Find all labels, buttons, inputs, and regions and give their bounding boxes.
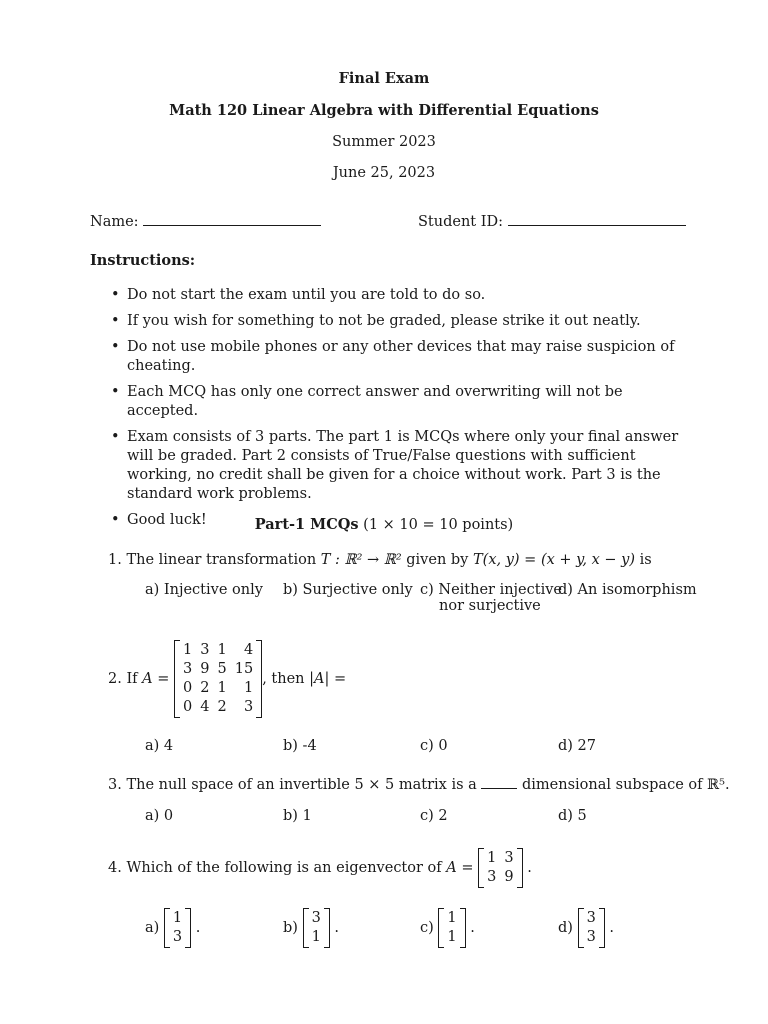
option-c-line1: c) Neither injective bbox=[420, 582, 562, 598]
question-2 bbox=[108, 640, 346, 718]
matrix-a bbox=[174, 640, 262, 718]
exam-term: Summer 2023 bbox=[332, 134, 436, 150]
question-text: The linear transformation bbox=[126, 552, 321, 568]
matrix-a bbox=[478, 848, 522, 888]
matrix-cell: 3 bbox=[487, 869, 497, 885]
matrix-cell: 0 bbox=[183, 680, 193, 696]
option-c-line2: nor surjective bbox=[439, 598, 541, 614]
matrix-cell: 3 bbox=[504, 850, 514, 866]
question-1 bbox=[108, 552, 652, 568]
exam-title: Final Exam bbox=[338, 70, 430, 87]
course-title: Math 120 Linear Algebra with Differential Equations bbox=[169, 102, 599, 119]
question-text: If bbox=[126, 671, 143, 687]
matrix-cell: 2 bbox=[217, 699, 227, 715]
question-math: T : ℝ² → ℝ² bbox=[320, 552, 402, 568]
matrix-cell: 1 bbox=[243, 680, 254, 696]
vector bbox=[164, 908, 191, 948]
matrix-cell: 1 bbox=[487, 850, 497, 866]
part1-title: Part-1 MCQs bbox=[254, 516, 359, 533]
instructions-list bbox=[108, 286, 680, 537]
instruction-item: • If you wish for something to not be graded, please strike it out neatly. bbox=[108, 312, 680, 331]
question-number: 1. bbox=[108, 552, 122, 568]
option-period: . bbox=[195, 920, 201, 936]
question-text: is bbox=[635, 552, 652, 568]
option-d[interactable] bbox=[558, 908, 614, 948]
question-3 bbox=[108, 777, 730, 793]
option-d[interactable]: d) 27 bbox=[558, 738, 596, 754]
option-b[interactable]: b) 1 bbox=[283, 808, 312, 824]
matrix-cell: 5 bbox=[217, 661, 227, 677]
matrix-cell: 4 bbox=[200, 699, 210, 715]
part1-heading bbox=[0, 516, 768, 533]
matrix-cell: 15 bbox=[234, 661, 254, 677]
question-math: ℝ⁵ bbox=[707, 777, 725, 793]
name-blank[interactable] bbox=[143, 225, 321, 226]
question-text: given by bbox=[401, 552, 473, 568]
option-b[interactable]: b) Surjective only bbox=[283, 582, 413, 598]
option-period: . bbox=[609, 920, 615, 936]
question-text: Which of the following is an eigenvector of bbox=[126, 860, 447, 876]
question-math: T(x, y) = (x + y, x − y) bbox=[473, 552, 636, 568]
matrix-cell: 1 bbox=[217, 642, 227, 658]
option-d[interactable]: d) An isomorphism bbox=[558, 582, 697, 598]
matrix-cell: 4 bbox=[243, 642, 254, 658]
vector bbox=[438, 908, 465, 948]
option-a[interactable]: a) Injective only bbox=[145, 582, 263, 598]
part1-points: (1 × 10 = 10 points) bbox=[363, 517, 514, 533]
option-period: . bbox=[334, 920, 340, 936]
question-number: 2. bbox=[108, 671, 122, 687]
vector-cell: 1 bbox=[172, 910, 183, 926]
vector bbox=[578, 908, 605, 948]
matrix-cell: 0 bbox=[183, 699, 193, 715]
option-label: a) bbox=[145, 920, 160, 936]
exam-date: June 25, 2023 bbox=[332, 165, 436, 181]
instructions-heading: Instructions: bbox=[90, 252, 196, 269]
vector bbox=[303, 908, 330, 948]
option-c[interactable] bbox=[420, 908, 475, 948]
vector-cell: 3 bbox=[172, 929, 183, 945]
matrix-cell: 1 bbox=[183, 642, 193, 658]
question-text: . bbox=[724, 777, 730, 793]
question-eq: = bbox=[152, 671, 175, 687]
option-c[interactable]: c) 2 bbox=[420, 808, 448, 824]
question-text: dimensional subspace of bbox=[517, 777, 708, 793]
option-period: . bbox=[470, 920, 475, 936]
instruction-item: • Exam consists of 3 parts. The part 1 is MCQs where only your final answer will be graded. Part 2 consists of True/False questions with sufficient working, no credit shall be given for a choice without work. Part 3 is the standard work problems. bbox=[108, 428, 680, 504]
matrix-cell: 9 bbox=[200, 661, 210, 677]
instruction-item: • Good luck! bbox=[108, 511, 680, 530]
student-id-blank[interactable] bbox=[508, 225, 686, 226]
question-4 bbox=[108, 848, 532, 888]
instruction-item: • Do not use mobile phones or any other devices that may raise suspicion of cheating. bbox=[108, 338, 680, 376]
vector-cell: 3 bbox=[311, 910, 321, 926]
question-number: 3. bbox=[108, 777, 122, 793]
student-id-field bbox=[418, 214, 686, 230]
student-id-label: Student ID: bbox=[418, 214, 503, 230]
matrix-cell: 9 bbox=[504, 869, 514, 885]
matrix-cell: 3 bbox=[243, 699, 254, 715]
matrix-cell: 3 bbox=[200, 642, 210, 658]
matrix-cell: 3 bbox=[183, 661, 193, 677]
option-a[interactable] bbox=[145, 908, 200, 948]
option-label: c) bbox=[420, 920, 434, 936]
vector-cell: 1 bbox=[447, 929, 457, 945]
option-d[interactable]: d) 5 bbox=[558, 808, 587, 824]
question-math: |A| bbox=[309, 671, 330, 687]
option-a[interactable]: a) 4 bbox=[145, 738, 174, 754]
option-b[interactable] bbox=[283, 908, 339, 948]
option-c[interactable] bbox=[420, 582, 562, 614]
question-number: 4. bbox=[108, 860, 122, 876]
question-text: , then bbox=[262, 671, 310, 687]
option-b[interactable]: b) -4 bbox=[283, 738, 317, 754]
instruction-item: • Do not start the exam until you are told to do so. bbox=[108, 286, 680, 305]
question-text: . bbox=[527, 860, 532, 876]
vector-cell: 3 bbox=[586, 910, 596, 926]
option-c[interactable]: c) 0 bbox=[420, 738, 448, 754]
option-label: b) bbox=[283, 920, 298, 936]
question-text: The null space of an invertible 5 × 5 matrix is a bbox=[126, 777, 482, 793]
name-label: Name: bbox=[90, 214, 139, 230]
vector-cell: 3 bbox=[586, 929, 596, 945]
vector-cell: 1 bbox=[311, 929, 321, 945]
name-field bbox=[90, 214, 321, 230]
question-eq: = bbox=[456, 860, 479, 876]
option-a[interactable]: a) 0 bbox=[145, 808, 174, 824]
instruction-item: • Each MCQ has only one correct answer and overwriting will not be accepted. bbox=[108, 383, 680, 421]
vector-cell: 1 bbox=[447, 910, 457, 926]
matrix-cell: 1 bbox=[217, 680, 227, 696]
fill-blank[interactable] bbox=[481, 788, 517, 789]
question-math: A bbox=[142, 671, 153, 687]
question-math: A bbox=[446, 860, 457, 876]
option-label: d) bbox=[558, 920, 573, 936]
question-text: = bbox=[329, 671, 347, 687]
matrix-cell: 2 bbox=[200, 680, 210, 696]
